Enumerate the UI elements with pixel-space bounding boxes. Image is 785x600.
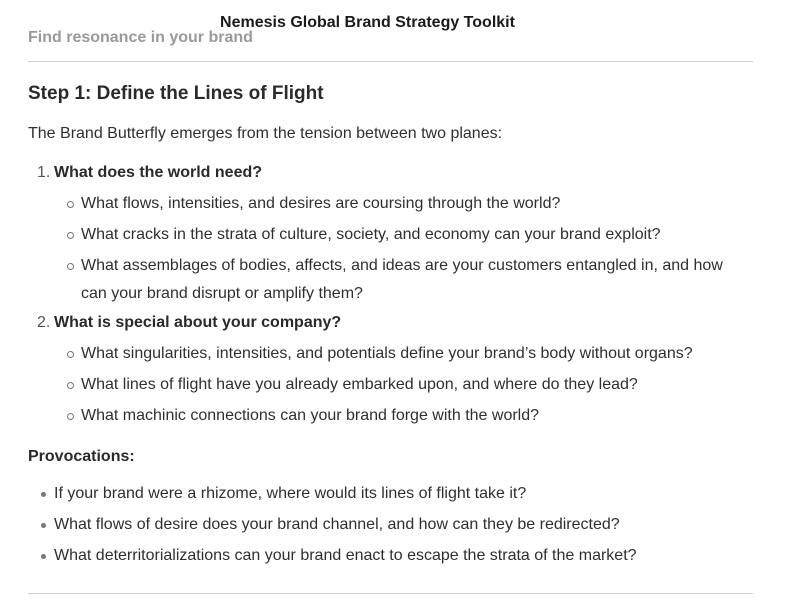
sub-question-text: What machinic connections can your brand forge with the world?: [81, 407, 540, 424]
circle-bullet-icon: [67, 201, 74, 208]
partially-hidden-previous-line: Find resonance in your brand: [28, 29, 253, 46]
question-item-world-need: [28, 162, 753, 308]
question-number: 2.: [37, 314, 51, 331]
provocation-list: [28, 483, 753, 567]
disc-bullet-icon: [41, 554, 46, 559]
sub-question-text: What lines of flight have you already embarked upon, and where do they lead?: [81, 376, 638, 393]
sub-question-item: [54, 371, 753, 399]
circle-bullet-icon: [67, 263, 74, 270]
sub-question-item: [54, 402, 753, 430]
provocation-text: If your brand were a rhizome, where would its lines of flight take it?: [54, 485, 527, 502]
disc-bullet-icon: [41, 492, 46, 497]
circle-bullet-icon: [67, 351, 74, 358]
sub-question-text: What assemblages of bodies, affects, and ideas are your customers entangled in, and how can your brand disrupt or amplify them?: [81, 257, 723, 302]
provocation-text: What deterritorializations can your brand enact to escape the strata of the market?: [54, 547, 637, 564]
step-1-heading: Step 1: Define the Lines of Flight: [28, 83, 324, 104]
sub-question-text: What singularities, intensities, and potentials define your brand’s body without organs?: [81, 345, 693, 362]
sub-question-text: What flows, intensities, and desires are coursing through the world?: [81, 195, 561, 212]
circle-bullet-icon: [67, 382, 74, 389]
disc-bullet-icon: [41, 523, 46, 528]
question-title: What does the world need?: [54, 164, 263, 181]
question-title: What is special about your company?: [54, 314, 342, 331]
question-list: [28, 162, 753, 430]
sub-question-text: What cracks in the strata of culture, society, and economy can your brand exploit?: [81, 226, 661, 243]
page-title: Nemesis Global Brand Strategy Toolkit: [220, 14, 515, 31]
provocation-item: [28, 483, 753, 505]
top-divider: [28, 61, 753, 62]
sub-question-list: [54, 340, 753, 430]
circle-bullet-icon: [67, 413, 74, 420]
sub-question-item: [54, 252, 753, 308]
sub-question-list: [54, 190, 753, 308]
question-number: 1.: [37, 164, 51, 181]
bottom-divider: [28, 593, 753, 594]
intro-paragraph: The Brand Butterfly emerges from the tension between two planes:: [28, 125, 503, 142]
sub-question-item: [54, 190, 753, 218]
circle-bullet-icon: [67, 232, 74, 239]
provocation-text: What flows of desire does your brand channel, and how can they be redirected?: [54, 516, 620, 533]
sub-question-item: [54, 340, 753, 368]
document-content: [28, 80, 753, 576]
provocation-item: [28, 514, 753, 536]
sub-question-item: [54, 221, 753, 249]
question-item-company-special: [28, 312, 753, 430]
provocation-item: [28, 545, 753, 567]
provocations-heading: Provocations:: [28, 448, 135, 465]
